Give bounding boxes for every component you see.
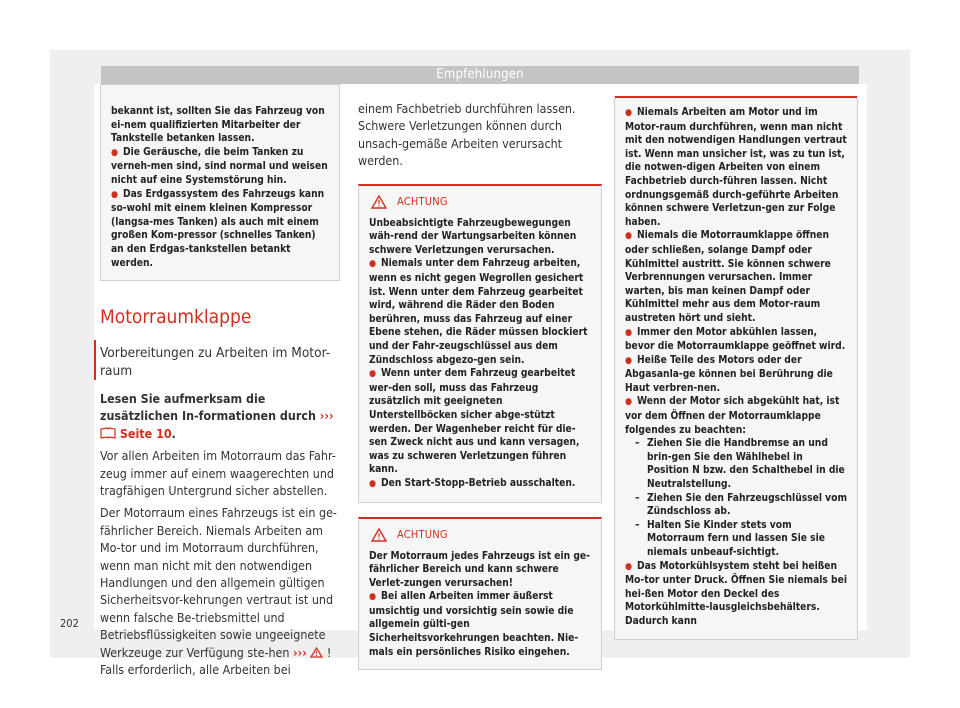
lead-paragraph [100, 390, 340, 442]
paragraph-2-text: Der Motorraum eines Fahrzeugs ist ein ge-fährlicher Bereich. Niemals Arbeiten am Mo-tor und im Motorraum durchführen, wenn man nicht mit den notwendigen Handlungen und den allgemein gültigen Sicherheitsvor-kehrungen vertraut ist und wenn falsche Be-triebsmittel und Betriebsflüssigkeiten sowie ungeeignete Werkzeuge zur Verfügung ste-hen [100, 505, 337, 660]
bullet-icon: ● [625, 561, 633, 572]
info-box-bullet: Die Geräusche, die beim Tanken zu verneh-men sind, sind normal und weisen nicht auf eine Systemstörung hin. [111, 146, 328, 186]
paragraph-1: Vor allen Arbeiten im Motorraum das Fahr-zeug immer auf einem waagerechten und tragfähigen Untergrund sicher abstellen. [100, 448, 336, 499]
warning-bullet: Wenn der Motor sich abgekühlt hat, ist vor dem Öffnen der Motorraumklappe folgendes zu beachten: [625, 396, 840, 436]
reference-arrow: ››› [319, 408, 334, 424]
section-header: Empfehlungen [101, 66, 859, 84]
reference-arrow: ››› [293, 644, 307, 660]
info-box [100, 84, 340, 281]
dash-item-text: Ziehen Sie die Handbremse an und brin-gen Sie den Wählhebel in Position N bzw. den Schalthebel in die Neutralstellung. [647, 438, 845, 491]
bullet-icon: ● [369, 369, 377, 380]
warning-box-1 [358, 184, 602, 503]
paragraph-2 [100, 504, 340, 678]
book-icon [100, 427, 116, 439]
subsection-title: Vorbereitungen zu Arbeiten im Motor-raum [100, 345, 331, 379]
bullet-icon: ● [625, 327, 633, 338]
bullet-icon: ● [625, 397, 633, 408]
dash-icon: – [635, 438, 640, 450]
dash-icon: – [635, 519, 640, 531]
bullet-icon: ● [369, 478, 377, 489]
info-box-intro: bekannt ist, sollten Sie das Fahrzeug von ei-nem qualifizierten Mitarbeiter der Tankstelle betanken lassen. [111, 106, 325, 145]
warning-bullet: Niemals die Motorraumklappe öffnen oder schließen, solange Dampf oder Kühlmittel austritt. Sie können schwere Verbrennungen verursachen. Immer warten, bis man keinen Dampf oder Kühlmittel mehr aus dem Motor-raum austreten hört und sieht. [625, 230, 831, 324]
dash-item-text: Ziehen Sie den Fahrzeugschlüssel vom Zündschloss ab. [647, 492, 847, 518]
paragraph-continued: einem Fachbetrieb durchführen lassen. Schwere Verletzungen können durch unsach-gemäße Arbeiten verursacht werden. [358, 101, 576, 169]
bullet-icon: ● [111, 189, 119, 200]
warning-intro: Unbeabsichtigte Fahrzeugbewegungen wäh-rend der Wartungsarbeiten können schwere Verletzungen verursachen. [369, 217, 577, 256]
section-title: Motorraumklappe [100, 306, 252, 328]
warning-bullet: Immer den Motor abkühlen lassen, bevor die Motorraumklappe geöffnet wird. [625, 326, 846, 353]
dash-item [625, 437, 847, 491]
lead-end: . [171, 425, 176, 441]
warning-bullet: Das Motorkühlsystem steht bei heißen Mo-tor unter Druck. Öffnen Sie niemals bei hei-ßen Motor den Deckel des Motorkühlmitte-lausgleichsbehälters. Dadurch kann [625, 560, 847, 627]
warning-bullet: Niemals Arbeiten am Motor und im Motor-raum durchführen, wenn man nicht mit den notwendigen Handlungen vertraut ist. Wenn man unsicher ist, was zu tun ist, die notwen-digen Arbeiten von einem Fachbetrieb durch-führen lassen. Nicht ordnungsgemäß durch-geführte Arbeiten können schwere Verletzun-gen zur Folge haben. [625, 107, 847, 228]
column-right [614, 96, 858, 640]
paragraph-2-end: ! Falls erforderlich, alle Arbeiten bei [100, 644, 332, 678]
warning-box-continued [614, 96, 858, 640]
dash-icon: – [635, 492, 640, 504]
warning-bullet: Wenn unter dem Fahrzeug gearbeitet wer-den soll, muss das Fahrzeug zusätzlich mit geeigneten Unterstellböcken sicher abge-stützt werden. Der Wagenheber reicht für die-sen Zweck nicht aus und kann versagen, was zu schweren Verletzungen führen kann. [369, 368, 580, 476]
warning-box-2 [358, 517, 602, 671]
bullet-icon: ● [369, 592, 377, 603]
warning-bullet: Den Start-Stopp-Betrieb ausschalten. [381, 477, 576, 489]
bullet-icon: ● [625, 231, 633, 242]
warning-bullet: Heiße Teile des Motors oder der Abgasanla-ge können bei Berührung die Haut verbren-nen. [625, 354, 833, 394]
bullet-icon: ● [625, 108, 633, 118]
warning-icon [371, 528, 387, 542]
page-content [94, 84, 867, 678]
column-left [100, 84, 340, 281]
warning-icon [371, 195, 387, 209]
bullet-icon: ● [369, 259, 377, 270]
warning-label: ACHTUNG [397, 528, 448, 541]
column-middle [358, 84, 602, 670]
dash-item-text: Halten Sie Kinder stets vom Motorraum fern und lassen Sie sie niemals unbeauf-sichtigt. [647, 519, 825, 558]
warning-intro: Der Motorraum jedes Fahrzeugs ist ein ge-fährlicher Bereich und kann schwere Verlet-zungen verursachen! [369, 550, 590, 589]
warning-bullet: Niemals unter dem Fahrzeug arbeiten, wenn es nicht gegen Wegrollen gesichert ist. Wenn unter dem Fahrzeug gearbeitet wird, während die Räder den Boden berühren, muss das Fahrzeug auf einer Ebene stehen, die Räder müssen blockiert und der Fahr-zeugschlüssel aus dem Zündschloss abgezo-gen sein. [369, 258, 588, 366]
warning-label: ACHTUNG [397, 195, 448, 209]
bullet-icon: ● [625, 355, 633, 366]
warning-bullet: Bei allen Arbeiten immer äußerst umsichtig und vorsichtig sein sowie die allgemein gülti-gen Sicherheitsvorkehrungen beachten. Nie-mals ein persönliches Risiko eingehen. [369, 591, 579, 658]
lead-text: Lesen Sie aufmerksam die zusätzlichen In-formationen durch [100, 391, 316, 424]
left-body-text [100, 390, 340, 684]
warning-icon [310, 647, 323, 658]
info-box-bullet: Das Erdgassystem des Fahrzeugs kann so-wohl mit einem kleinen Kompressor (langsa-mes Tanken) als auch mit einem großen Kom-pressor (schnelles Tanken) an den Erdgas-tankstellen betankt werden. [111, 188, 325, 269]
bullet-icon: ● [111, 147, 119, 158]
dash-item [625, 492, 847, 519]
subtitle-accent-bar [94, 340, 96, 380]
page-number: 202 [60, 617, 79, 630]
page-reference-link[interactable]: Seite 10 [119, 425, 172, 441]
dash-item [625, 519, 847, 560]
